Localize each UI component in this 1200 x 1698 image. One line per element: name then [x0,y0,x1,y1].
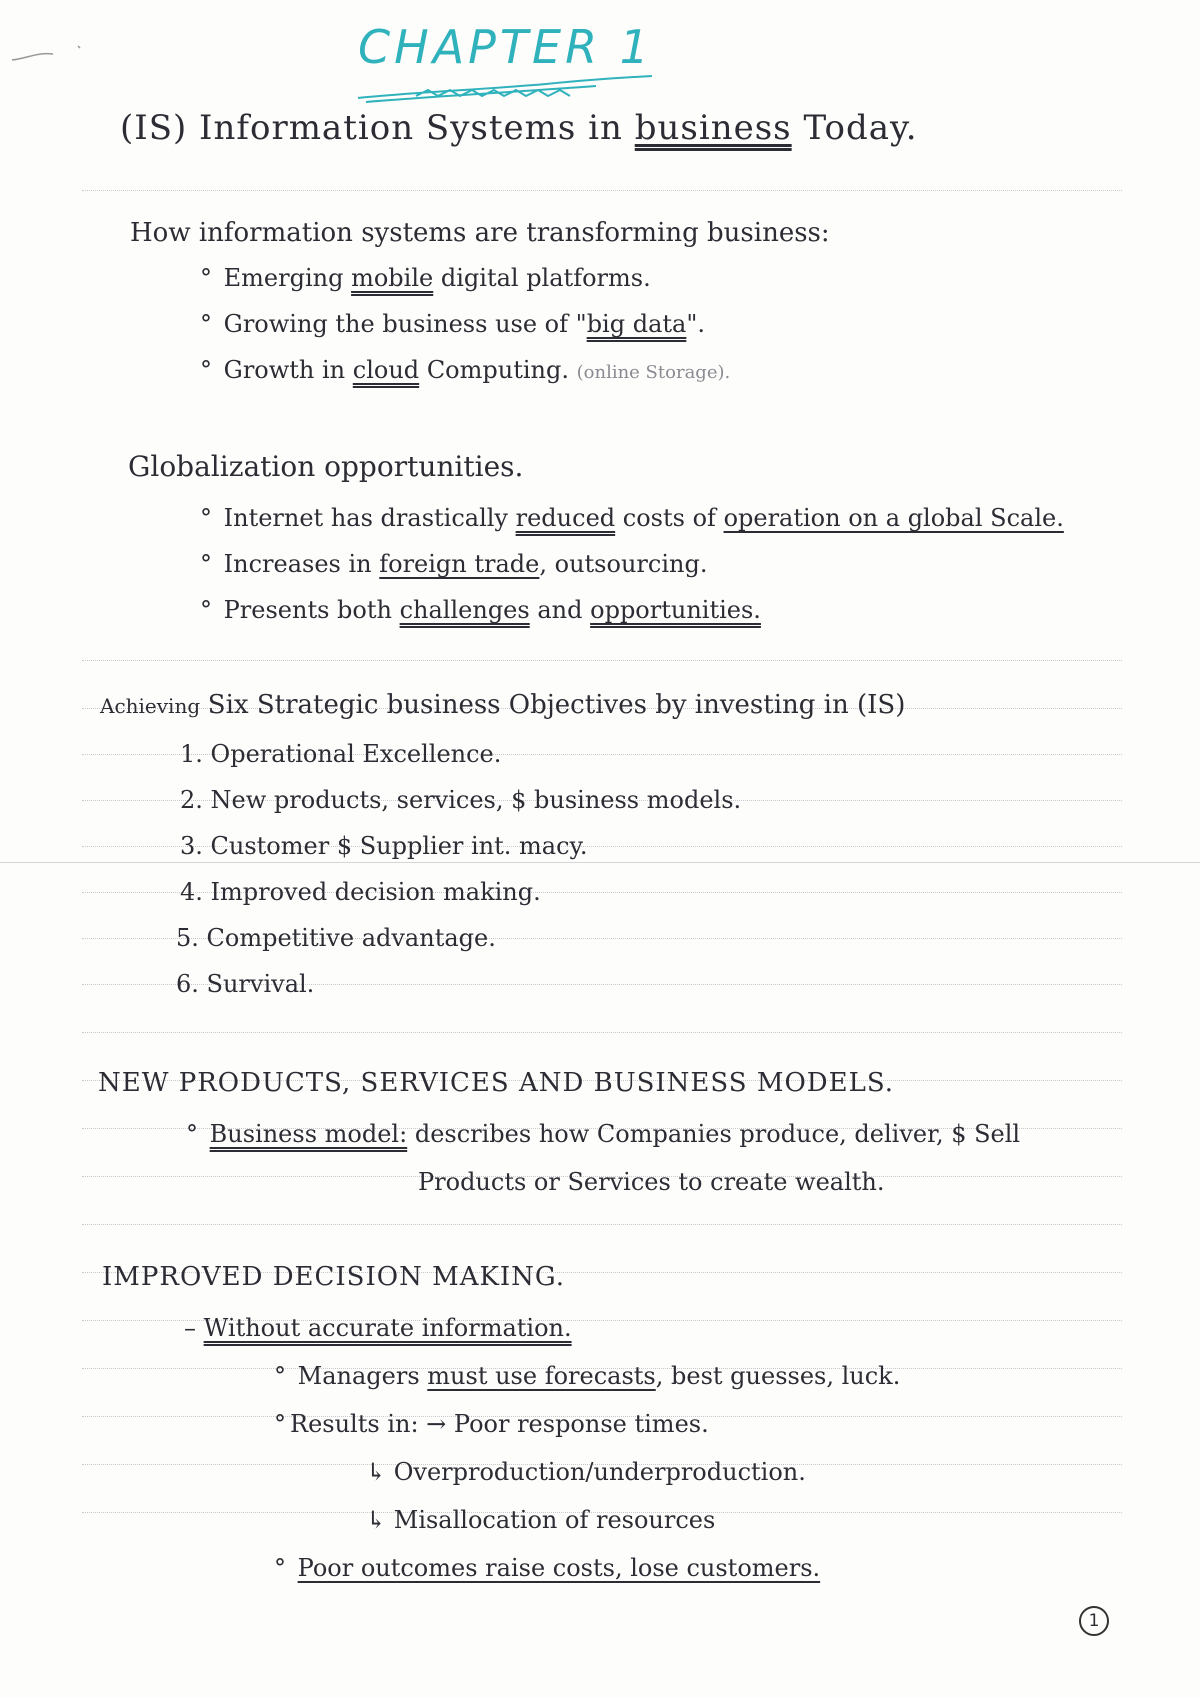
page-title [120,108,918,148]
page-number: 1 [1079,1606,1109,1636]
transforming-heading: How information systems are transforming business: [130,218,830,248]
list-item: ° Poor outcomes raise costs, lose customers. [274,1554,820,1582]
ruled-line [82,190,1122,191]
objective-item: 4. Improved decision making. [180,878,541,906]
ruled-line [82,1224,1122,1225]
list-item: ° Increases in foreign trade, outsourcing. [200,550,707,578]
business-model-definition: ° Business model: describes how Companies produce, deliver, $ Sell [186,1120,1020,1148]
title-business: business [634,108,792,148]
chapter-heading: CHAPTER 1 [358,20,653,74]
list-item: ° Growth in cloud Computing. (online Storage). [200,356,730,384]
list-item: ° Growing the business use of "big data". [200,310,705,338]
list-item: ° Presents both challenges and opportunities. [200,596,761,624]
list-item: ° Managers must use forecasts, best guesses, luck. [274,1362,900,1390]
list-item: ↳ Overproduction/underproduction. [366,1458,806,1486]
objective-item: 3. Customer $ Supplier int. macy. [180,832,588,860]
list-item: ° Emerging mobile digital platforms. [200,264,651,292]
objective-item: 6. Survival. [176,970,315,998]
new-products-heading: NEW PRODUCTS, SERVICES AND BUSINESS MODELS. [98,1068,895,1098]
list-item: ° Results in: → Poor response times. [274,1410,709,1438]
title-suffix: Today. [803,108,918,148]
list-item: ↳ Misallocation of resources [366,1506,716,1534]
fold-line [0,862,1200,863]
decision-making-heading: IMPROVED DECISION MAKING. [102,1262,566,1292]
globalization-heading: Globalization opportunities. [128,450,524,483]
objective-item: 1. Operational Excellence. [180,740,502,768]
ruled-line [82,1032,1122,1033]
stray-pen-mark [8,38,88,68]
decision-subheading: – Without accurate information. [184,1314,572,1342]
objective-item: 5. Competitive advantage. [176,924,496,952]
objective-item: 2. New products, services, $ business models. [180,786,742,814]
ruled-line [82,660,1122,661]
list-item: ° Internet has drastically reduced costs of operation on a global Scale. [200,504,1064,532]
title-prefix: (IS) Information Systems in [120,108,623,148]
objectives-heading: Achieving Six Strategic business Objectives by investing in (IS) [100,690,906,720]
chapter-underline-scribble [356,70,656,106]
business-model-definition-cont: Products or Services to create wealth. [418,1168,885,1196]
